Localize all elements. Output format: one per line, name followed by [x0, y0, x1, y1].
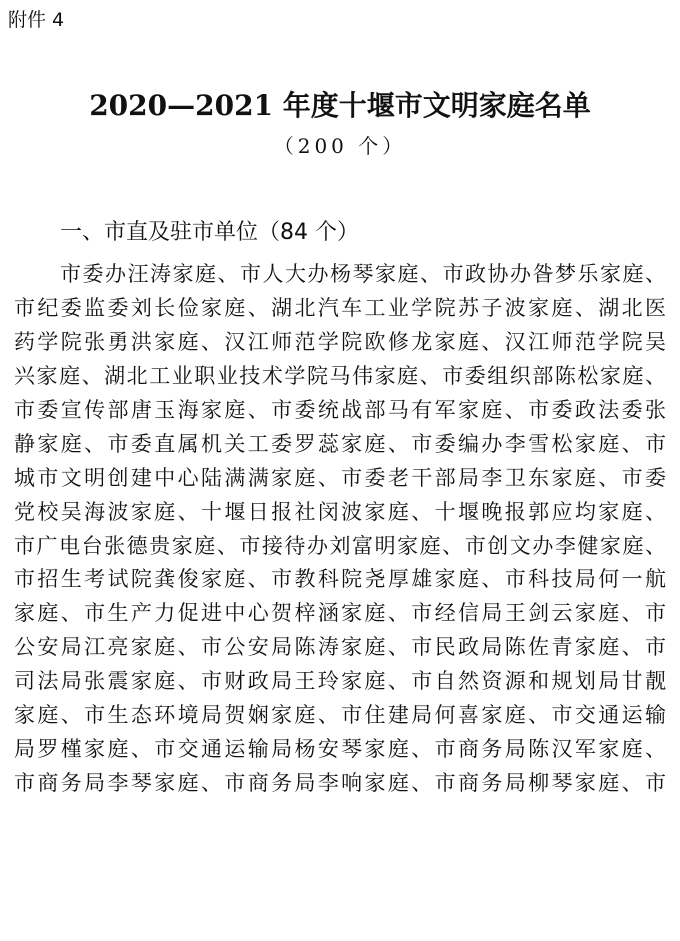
section-heading: 一、市直及驻市单位（84 个） [60, 220, 359, 245]
body-line: 家庭、市生产力促进中心贺梓涵家庭、市经信局王剑云家庭、市 [14, 601, 666, 626]
body-line: 市广电台张德贵家庭、市接待办刘富明家庭、市创文办李健家庭、 [14, 533, 666, 558]
document-title: 2020—2021 年度十堰市文明家庭名单 [89, 89, 591, 122]
body-line: 局罗槿家庭、市交通运输局杨安琴家庭、市商务局陈汉军家庭、 [14, 737, 666, 762]
body-line: 市商务局李琴家庭、市商务局李响家庭、市商务局柳琴家庭、市 [14, 771, 666, 796]
body-line: 静家庭、市委直属机关工委罗蕊家庭、市委编办李雪松家庭、市 [14, 431, 666, 456]
body-line: 市委宣传部唐玉海家庭、市委统战部马有军家庭、市委政法委张 [14, 397, 666, 422]
body-line: 党校吴海波家庭、十堰日报社闵波家庭、十堰晚报郭应均家庭、 [14, 499, 666, 524]
body-line: 城市文明创建中心陆满满家庭、市委老干部局李卫东家庭、市委 [14, 465, 666, 490]
body-line: 市招生考试院龚俊家庭、市教科院尧厚雄家庭、市科技局何一航 [14, 567, 666, 592]
body-line: 市纪委监委刘长俭家庭、湖北汽车工业学院苏子波家庭、湖北医 [14, 295, 666, 320]
section-body [14, 258, 666, 801]
body-line: 家庭、市生态环境局贺娴家庭、市住建局何喜家庭、市交通运输 [14, 703, 666, 728]
body-line: 公安局江亮家庭、市公安局陈涛家庭、市民政局陈佐青家庭、市 [14, 635, 666, 660]
body-line: 兴家庭、湖北工业职业技术学院马伟家庭、市委组织部陈松家庭、 [14, 363, 666, 388]
document-count: （200 个） [273, 134, 407, 158]
body-line: 市委办汪涛家庭、市人大办杨琴家庭、市政协办昝梦乐家庭、 [60, 262, 666, 286]
attachment-label: 附件 4 [8, 9, 65, 31]
body-line: 司法局张震家庭、市财政局王玲家庭、市自然资源和规划局甘靓 [14, 669, 666, 694]
body-line: 药学院张勇洪家庭、汉江师范学院欧修龙家庭、汉江师范学院吴 [14, 329, 666, 354]
